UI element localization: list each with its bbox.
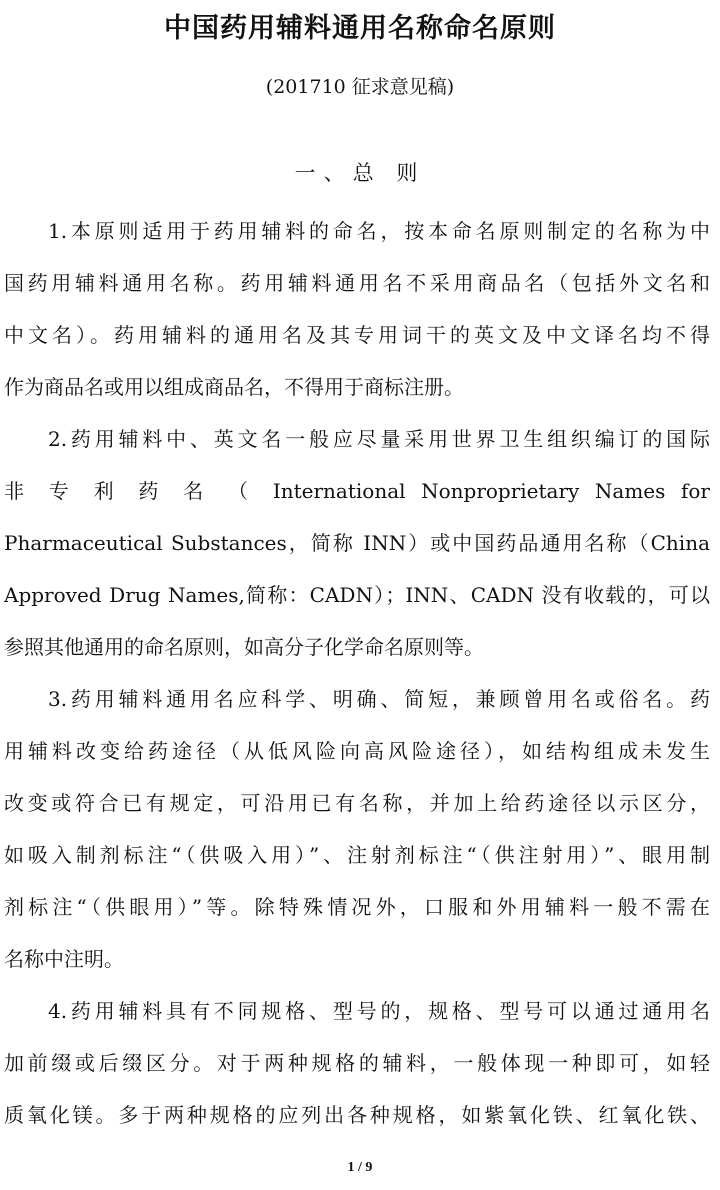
text-line-17: 加前缀或后缀区分。对于两种规格的辅料，一般体现一种即可，如轻 [4,1051,710,1075]
text-line-14: 剂标注“（供眼用）”等。除特殊情况外，口服和外用辅料一般不需在 [4,895,710,919]
page-number: 1 / 9 [347,1160,373,1175]
text-line-10: 3.药用辅料通用名应科学、明确、简短，兼顾曾用名或俗名。药 [48,687,710,711]
text-line-16: 4.药用辅料具有不同规格、型号的，规格、型号可以通过通用名 [48,999,710,1023]
text-line-5: 2.药用辅料中、英文名一般应尽量采用世界卫生组织编订的国际 [48,427,710,451]
document-subtitle: (201710 征求意见稿) [265,76,455,98]
text-line-1: 1.本原则适用于药用辅料的命名，按本命名原则制定的名称为中 [48,219,710,243]
text-line-8: Approved Drug Names,简称：CADN）；INN、CADN 没有收载的，可以 [4,583,710,607]
text-line-13: 如吸入制剂标注“（供吸入用）”、注射剂标注“（供注射用）”、眼用制 [4,843,710,867]
text-line-12: 改变或符合已有规定，可沿用已有名称，并加上给药途径以示区分， [4,791,710,815]
text-line-11: 用辅料改变给药途径（从低风险向高风险途径），如结构组成未发生 [4,739,710,763]
text-line-6: 非 专 利 药 名 （ International Nonproprietary Names for [4,479,710,503]
document-title: 中国药用辅料通用名称命名原则 [164,13,556,44]
section-heading: 一、总 则 [294,161,426,185]
text-line-15: 名称中注明。 [4,947,124,971]
text-line-2: 国药用辅料通用名称。药用辅料通用名不采用商品名（包括外文名和 [4,271,710,295]
text-line-7: Pharmaceutical Substances，简称 INN）或中国药品通用名称（China [4,531,710,555]
text-line-9: 参照其他通用的命名原则，如高分子化学命名原则等。 [4,635,484,659]
text-line-3: 中文名）。药用辅料的通用名及其专用词干的英文及中文译名均不得 [4,323,710,347]
text-line-18: 质氧化镁。多于两种规格的应列出各种规格，如紫氧化铁、红氧化铁、 [4,1103,710,1127]
document-body [4,205,710,1141]
text-line-4: 作为商品名或用以组成商品名，不得用于商标注册。 [4,375,464,399]
